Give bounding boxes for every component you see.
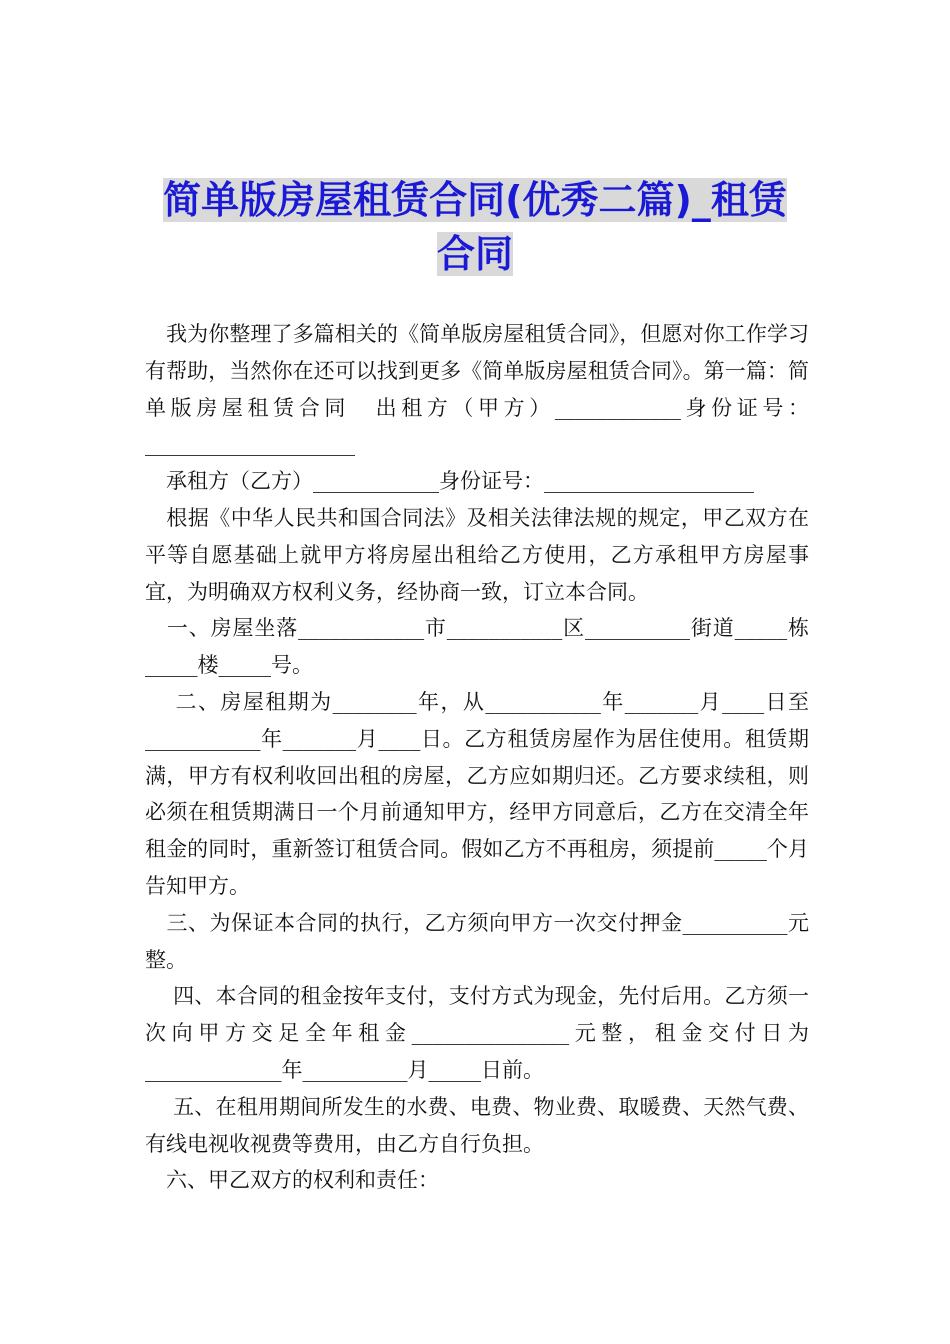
title-line-2: 合同 [436,232,513,276]
title-line-1: 简单版房屋租赁合同(优秀二篇)_租赁 [163,178,787,222]
clause-3-deposit: 三、为保证本合同的执行，乙方须向甲方一次交付押金__________元整。 [145,910,809,972]
paragraph-basis: 根据《中华人民共和国合同法》及相关法律法规的规定，甲乙双方在平等自愿基础上就甲方将房屋出租给乙方使用，乙方承租甲方房屋事宜，为明确双方权利义务，经协商一致，订立本合同。 [145,505,809,604]
clause-1-location: 一、房屋坐落____________市___________区__________街道_____栋_____楼_____号。 [145,616,809,678]
document-body [145,316,809,1199]
clause-4-rent: 四、本合同的租金按年支付，支付方式为现金，先付后用。乙方须一次向甲方交足全年租金_______________元整，租金交付日为_____________年__________月_____日前。 [145,984,809,1082]
paragraph-intro: 我为你整理了多篇相关的《简单版房屋租赁合同》，但愿对你工作学习有帮助，当然你在还可以找到更多《简单版房屋租赁合同》。第一篇：简单版房屋租赁合同 出租方（甲方）____________身份证号：____________________ [145,322,809,457]
clause-5-fees: 五、在租用期间所发生的水费、电费、物业费、取暖费、天然气费、有线电视收视费等费用，由乙方自行负担。 [145,1094,809,1156]
clause-2-term: 二、房屋租期为________年，从___________年_______月____日至___________年_______月____日。乙方租赁房屋作为居住使用。租赁期满，甲方有权利收回出租的房屋，乙方应如期归还。乙方要求续租，则必须在租赁期满日一个月前通知甲方，经甲方同意后，乙方在交清全年租金的同时，重新签订租赁合同。假如乙方不再租房，须提前_____个月告知甲方。 [145,689,809,898]
paragraph-lessee: 承租方（乙方）____________身份证号：____________________ [145,469,754,494]
clause-6-rights: 六、甲乙双方的权利和责任： [145,1168,439,1193]
document-title [140,173,810,281]
